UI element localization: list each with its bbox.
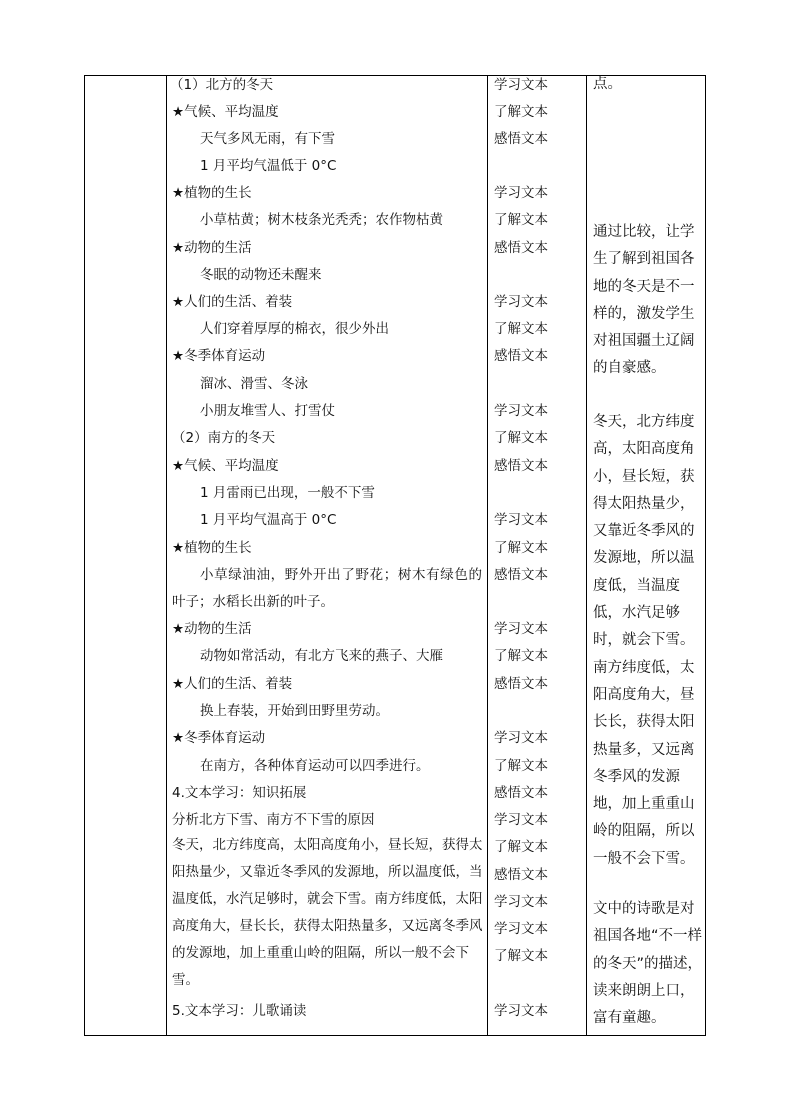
intent-snow-explanation: 冬天，北方纬度高，太阳高度角小，昼长短，获得太阳热量少，又靠近冬季风的发源地，所以温度低，当温度低，水汽足够时，就会下雪。南方纬度低，太阳高度角大，昼长长，获得太阳热量多，又远离冬季风的发源地，加上重重山岭的阻隔，所以一般不会下雪。 (593, 414, 695, 867)
column-divider-1 (166, 75, 167, 1036)
activity-label: 了解文本 (494, 540, 548, 556)
activity-label: 了解文本 (494, 321, 548, 337)
activity-label: 学习文本 (494, 77, 548, 93)
activity-label: 学习文本 (494, 185, 548, 201)
intent-text-continuation: 点。 (593, 76, 622, 92)
activity-label: 感悟文本 (494, 131, 548, 147)
activity-label: 感悟文本 (494, 785, 548, 801)
south-sports-text: 在南方，各种体育运动可以四季进行。 (200, 758, 430, 774)
activity-label: 了解文本 (494, 758, 548, 774)
south-plants-heading: ★植物的生长 (172, 540, 252, 556)
activity-label: 感悟文本 (494, 567, 548, 583)
south-sports-heading: ★冬季体育运动 (172, 730, 266, 746)
activity-label: 了解文本 (494, 839, 548, 855)
activity-label: 学习文本 (494, 403, 548, 419)
activity-label: 学习文本 (494, 512, 548, 528)
south-plants-text-2: 叶子；水稻长出新的叶子。 (172, 594, 334, 610)
table-bottom-border (84, 1035, 706, 1036)
north-plants-text: 小草枯黄；树木枝条光秃秃；农作物枯黄 (200, 212, 443, 228)
section-south-heading: （2）南方的冬天 (172, 430, 276, 446)
north-climate-temperature: 1 月平均气温低于 0°C (200, 158, 337, 174)
snow-cause-subheading: 分析北方下雪、南方不下雪的原因 (172, 812, 375, 828)
activity-label: 了解文本 (494, 430, 548, 446)
section-north-heading: （1）北方的冬天 (170, 77, 274, 93)
activity-label: 学习文本 (494, 894, 548, 910)
south-people-text: 换上春装，开始到田野里劳动。 (200, 703, 389, 719)
snow-cause-explanation: 冬天，北方纬度高，太阳高度角小，昼长短，获得太阳热量少，又靠近冬季风的发源地，所以温度低，当温度低，水汽足够时，就会下雪。南方纬度低，太阳高度角大，昼长长，获得太阳热量多，又远离冬季风的发源地，加上重重山岭的阻隔，所以一般不会下雪。 (172, 837, 483, 988)
activity-label: 感悟文本 (494, 676, 548, 692)
activity-label: 学习文本 (494, 1003, 548, 1019)
activity-label: 了解文本 (494, 212, 548, 228)
column-divider-2 (487, 75, 488, 1036)
activity-label: 学习文本 (494, 921, 548, 937)
north-people-heading: ★人们的生活、着装 (172, 294, 293, 310)
intent-poem: 文中的诗歌是对祖国各地“不一样的冬天”的描述，读来朗朗上口，富有童趣。 (593, 901, 703, 1027)
north-sports-text-2: 小朋友堆雪人、打雪仗 (200, 403, 335, 419)
activity-label: 学习文本 (494, 621, 548, 637)
south-climate-weather: 1 月雷雨已出现，一般不下雪 (200, 485, 375, 501)
north-climate-weather: 天气多风无雨，有下雪 (200, 131, 335, 147)
activity-label: 学习文本 (494, 730, 548, 746)
north-sports-text-1: 溜冰、滑雪、冬泳 (200, 376, 308, 392)
north-people-text: 人们穿着厚厚的棉衣，很少外出 (200, 321, 389, 337)
north-sports-heading: ★冬季体育运动 (172, 348, 266, 364)
south-animals-text: 动物如常活动，有北方飞来的燕子、大雁 (200, 648, 443, 664)
north-animals-heading: ★动物的生活 (172, 240, 252, 256)
knowledge-extension-heading: 4.文本学习：知识拓展 (172, 785, 307, 801)
activity-label: 了解文本 (494, 648, 548, 664)
south-plants-text-1: 小草绿油油，野外开出了野花；树木有绿色的 (200, 567, 482, 583)
activity-label: 学习文本 (494, 812, 548, 828)
north-plants-heading: ★植物的生长 (172, 185, 252, 201)
activity-label: 了解文本 (494, 104, 548, 120)
activity-label: 感悟文本 (494, 867, 548, 883)
south-animals-heading: ★动物的生活 (172, 621, 252, 637)
empty-first-column (85, 76, 166, 1035)
activity-label: 学习文本 (494, 294, 548, 310)
south-climate-temperature: 1 月平均气温高于 0°C (200, 512, 337, 528)
north-animals-text: 冬眠的动物还未醒来 (200, 267, 322, 283)
south-climate-heading: ★气候、平均温度 (172, 458, 279, 474)
activity-label: 感悟文本 (494, 240, 548, 256)
song-reading-heading: 5.文本学习：儿歌诵读 (172, 1003, 307, 1019)
activity-label: 感悟文本 (494, 348, 548, 364)
activity-label: 感悟文本 (494, 458, 548, 474)
intent-comparison: 通过比较，让学生了解到祖国各地的冬天是不一样的，激发学生对祖国疆土辽阔的自豪感。 (593, 224, 695, 377)
column-divider-3 (586, 75, 587, 1036)
north-climate-heading: ★气候、平均温度 (172, 104, 279, 120)
south-people-heading: ★人们的生活、着装 (172, 676, 293, 692)
table-right-border (705, 75, 706, 1036)
activity-label: 了解文本 (494, 948, 548, 964)
